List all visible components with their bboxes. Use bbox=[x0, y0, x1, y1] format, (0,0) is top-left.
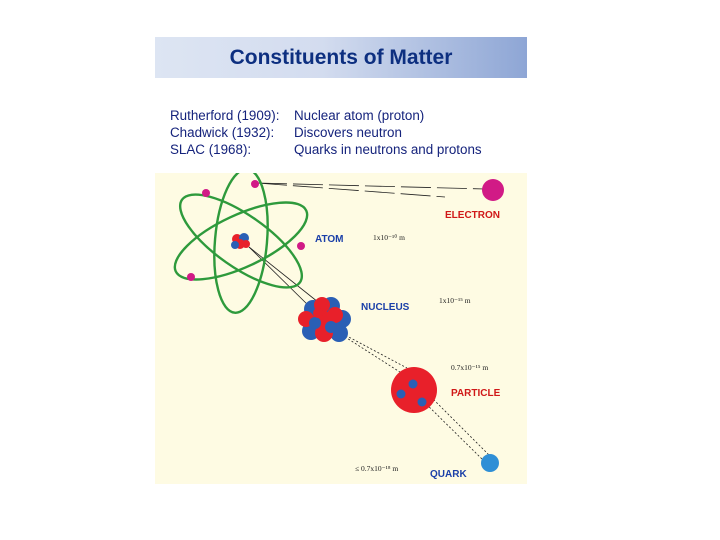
quark-label: QUARK bbox=[430, 469, 467, 480]
electron-label: ELECTRON bbox=[445, 210, 500, 221]
title-bar bbox=[155, 37, 527, 78]
zoom-lines bbox=[249, 183, 491, 460]
scale-diagram-svg bbox=[155, 173, 527, 484]
history-what: Discovers neutron bbox=[294, 125, 402, 140]
quark-sphere bbox=[481, 454, 499, 472]
page-title: Constituents of Matter bbox=[229, 45, 453, 69]
history-what: Quarks in neutrons and protons bbox=[294, 142, 482, 157]
history-who: Chadwick (1932): bbox=[170, 125, 275, 140]
atom-nucleus bbox=[231, 233, 250, 249]
nucleus-size: 1x10⁻¹⁵ m bbox=[439, 296, 471, 305]
atom-size: 1x10⁻¹⁰ m bbox=[373, 233, 405, 242]
history-who: Rutherford (1909): bbox=[170, 108, 280, 123]
history-who: SLAC (1968): bbox=[170, 142, 252, 157]
scale-diagram bbox=[155, 173, 527, 484]
electron-sphere bbox=[482, 179, 504, 201]
history-row bbox=[170, 107, 482, 124]
history-row bbox=[170, 124, 482, 141]
particle-sphere bbox=[391, 367, 437, 413]
history-what: Nuclear atom (proton) bbox=[294, 108, 425, 123]
particle-size: 0.7x10⁻¹⁵ m bbox=[451, 363, 489, 372]
nucleus-cluster bbox=[298, 297, 351, 342]
discovery-history bbox=[170, 107, 482, 158]
particle-label: PARTICLE bbox=[451, 388, 501, 399]
nucleus-label: NUCLEUS bbox=[361, 302, 410, 313]
atom-label: ATOM bbox=[315, 234, 344, 245]
history-row bbox=[170, 141, 482, 158]
quark-size: ≤ 0.7x10⁻¹⁸ m bbox=[355, 464, 399, 473]
